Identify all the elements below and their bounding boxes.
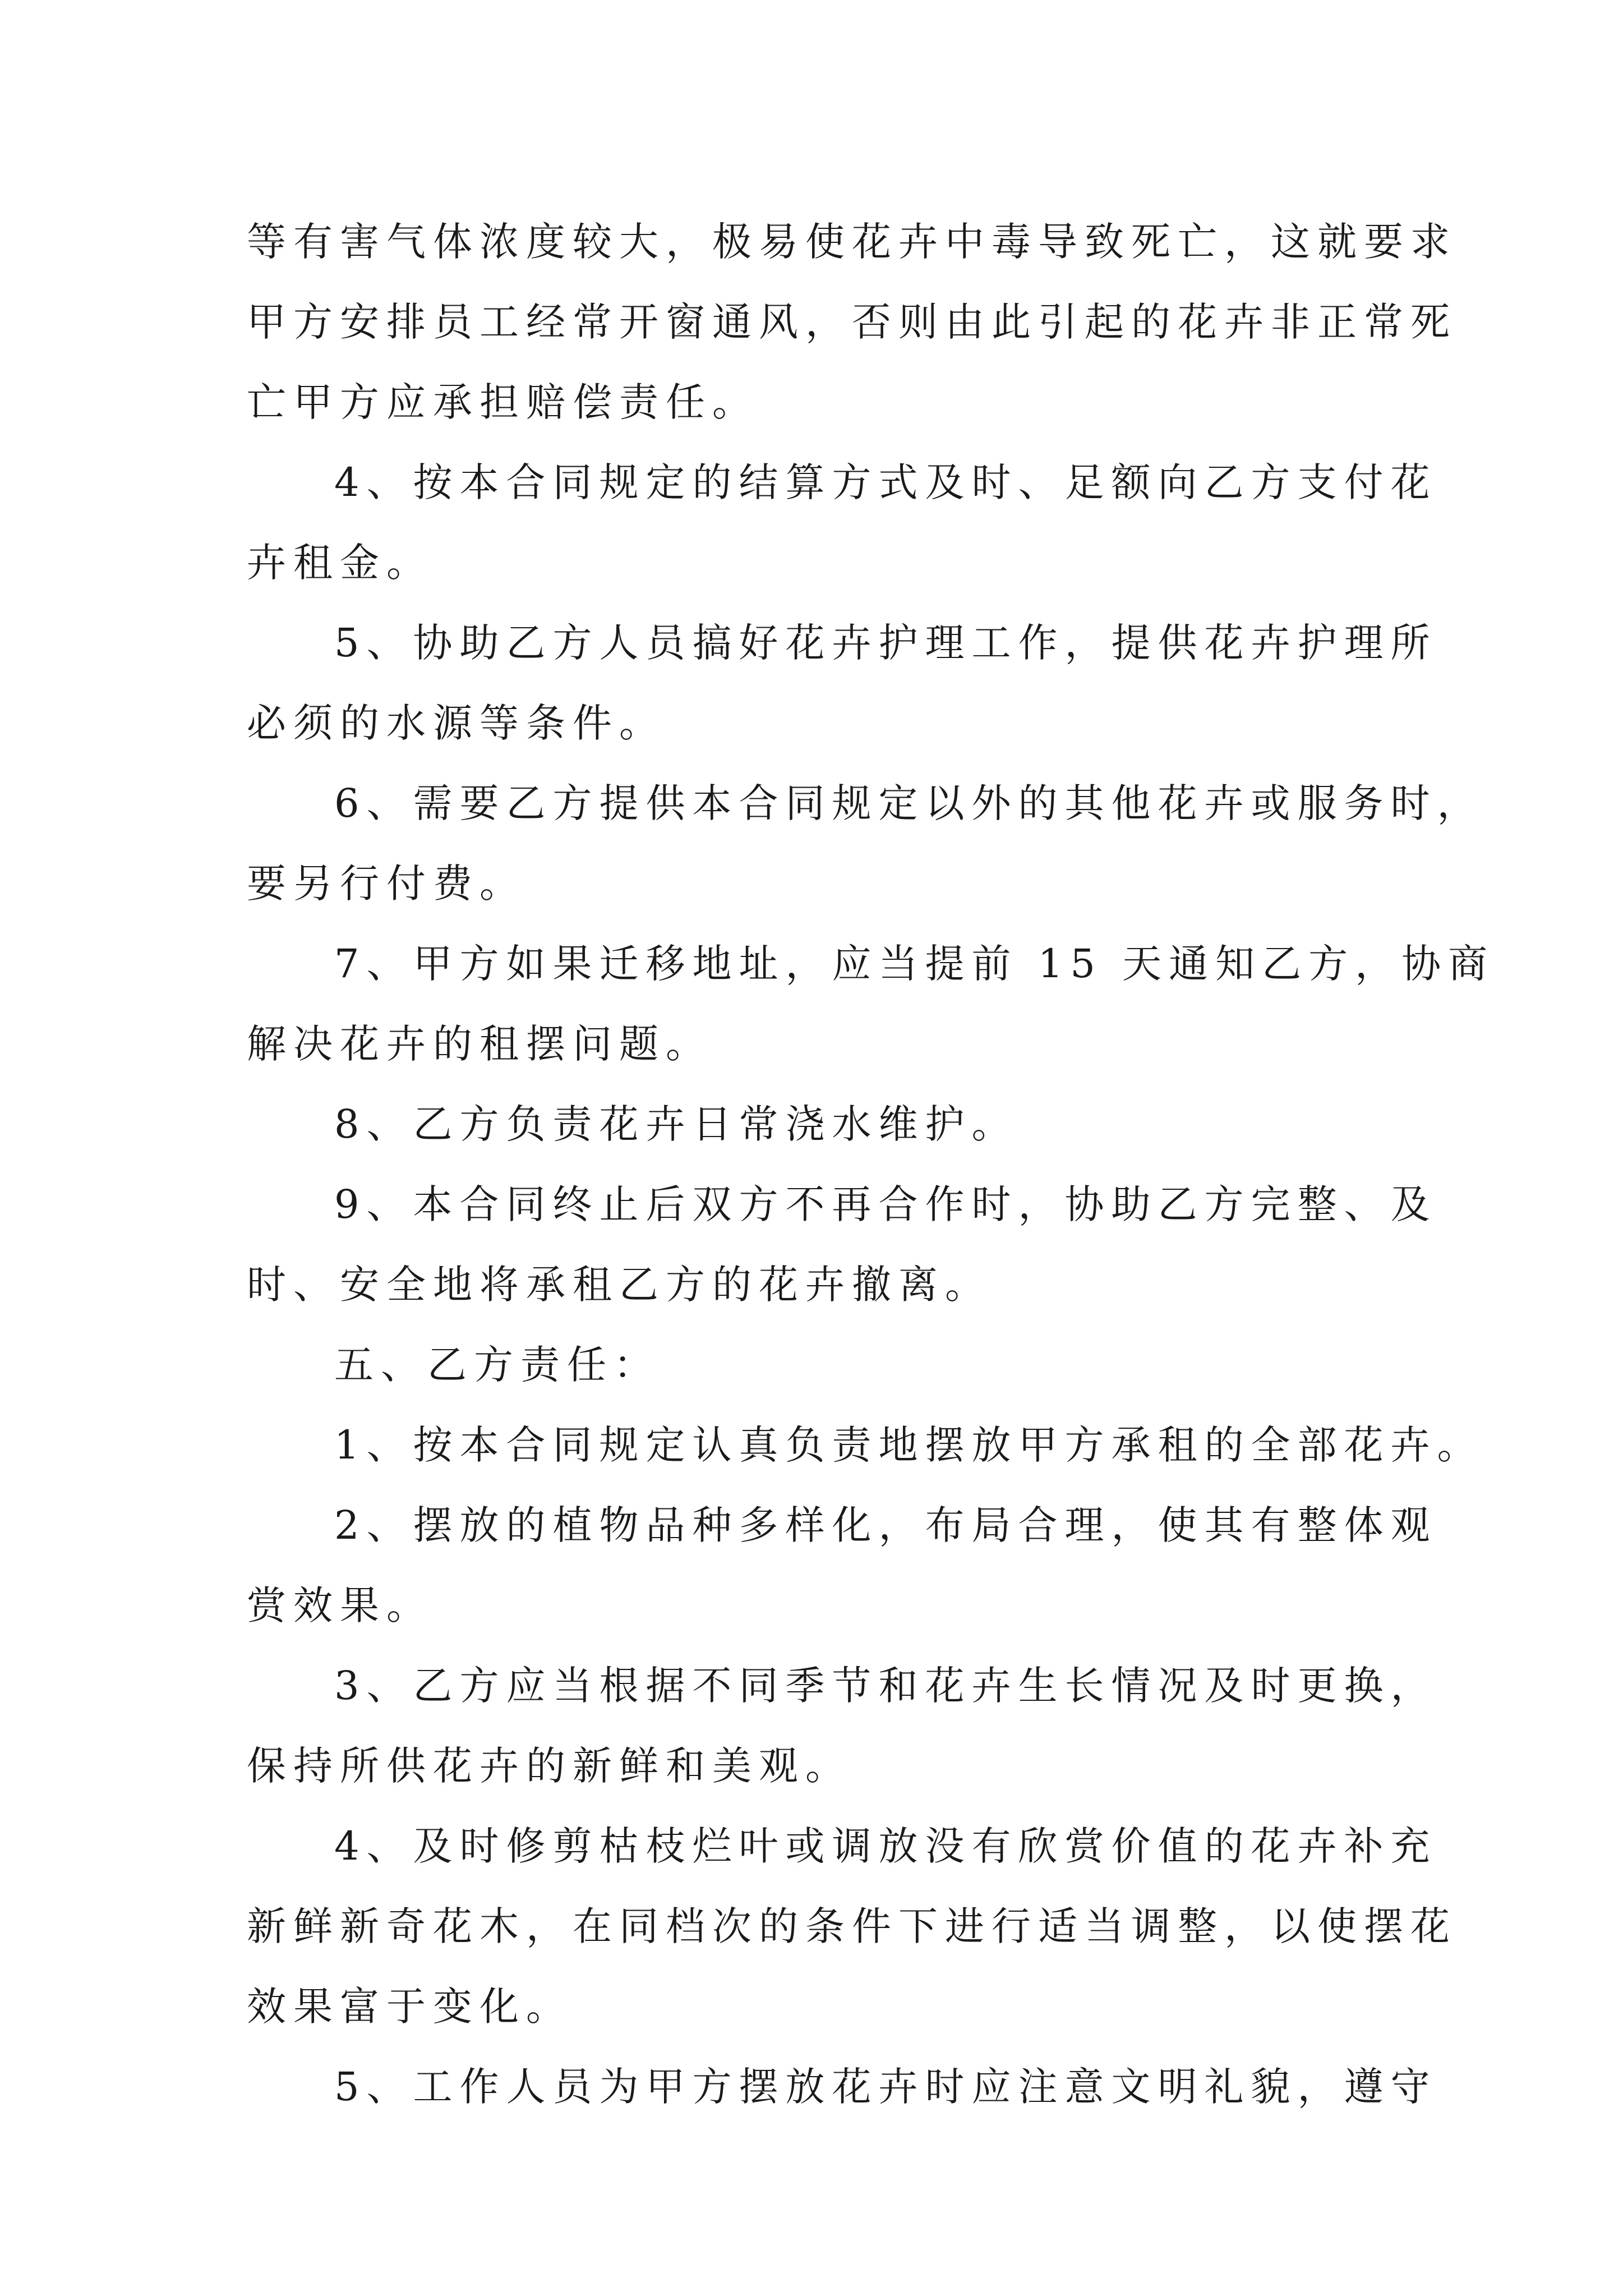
text-line: 甲方安排员工经常开窗通风，否则由此引起的花卉非正常死 — [247, 299, 1457, 345]
clause-1-line: 1、按本合同规定认真负责地摆放甲方承租的全部花卉。 — [334, 1422, 1484, 1468]
text-line: 解决花卉的租摆问题。 — [247, 1021, 712, 1067]
clause-2-line: 2、摆放的植物品种多样化，布局合理，使其有整体观 — [334, 1502, 1437, 1548]
text-line: 保持所供花卉的新鲜和美观。 — [247, 1743, 852, 1789]
text-line: 必须的水源等条件。 — [247, 700, 666, 746]
clause-4-line: 4、按本合同规定的结算方式及时、足额向乙方支付花 — [334, 459, 1437, 505]
clause-6-line: 6、需要乙方提供本合同规定以外的其他花卉或服务时， — [334, 780, 1484, 826]
clause-7-line: 7、甲方如果迁移地址，应当提前 15 天通知乙方，协商 — [334, 941, 1495, 987]
text-line: 等有害气体浓度较大，极易使花卉中毒导致死亡，这就要求 — [247, 219, 1457, 265]
clause-9-line: 9、本合同终止后双方不再合作时，协助乙方完整、及 — [334, 1181, 1437, 1227]
clause-8-line: 8、乙方负责花卉日常浇水维护。 — [334, 1101, 1018, 1147]
text-line: 时、安全地将承租乙方的花卉撤离。 — [247, 1262, 992, 1308]
document-body — [247, 202, 1495, 2127]
clause-3-line: 3、乙方应当根据不同季节和花卉生长情况及时更换， — [334, 1663, 1437, 1709]
clause-4b-line: 4、及时修剪枯枝烂叶或调放没有欣赏价值的花卉补充 — [334, 1823, 1437, 1869]
text-line: 赏效果。 — [247, 1582, 433, 1628]
clause-5-line: 5、协助乙方人员搞好花卉护理工作，提供花卉护理所 — [334, 620, 1437, 666]
text-line: 卉租金。 — [247, 540, 433, 586]
text-line: 亡甲方应承担赔偿责任。 — [247, 379, 759, 425]
text-line: 效果富于变化。 — [247, 1984, 573, 2030]
text-line: 新鲜新奇花木，在同档次的条件下进行适当调整，以使摆花 — [247, 1903, 1457, 1949]
clause-5b-line: 5、工作人员为甲方摆放花卉时应注意文明礼貌，遵守 — [334, 2064, 1437, 2110]
text-line: 要另行付费。 — [247, 861, 526, 907]
section-heading: 五、乙方责任： — [334, 1342, 660, 1388]
